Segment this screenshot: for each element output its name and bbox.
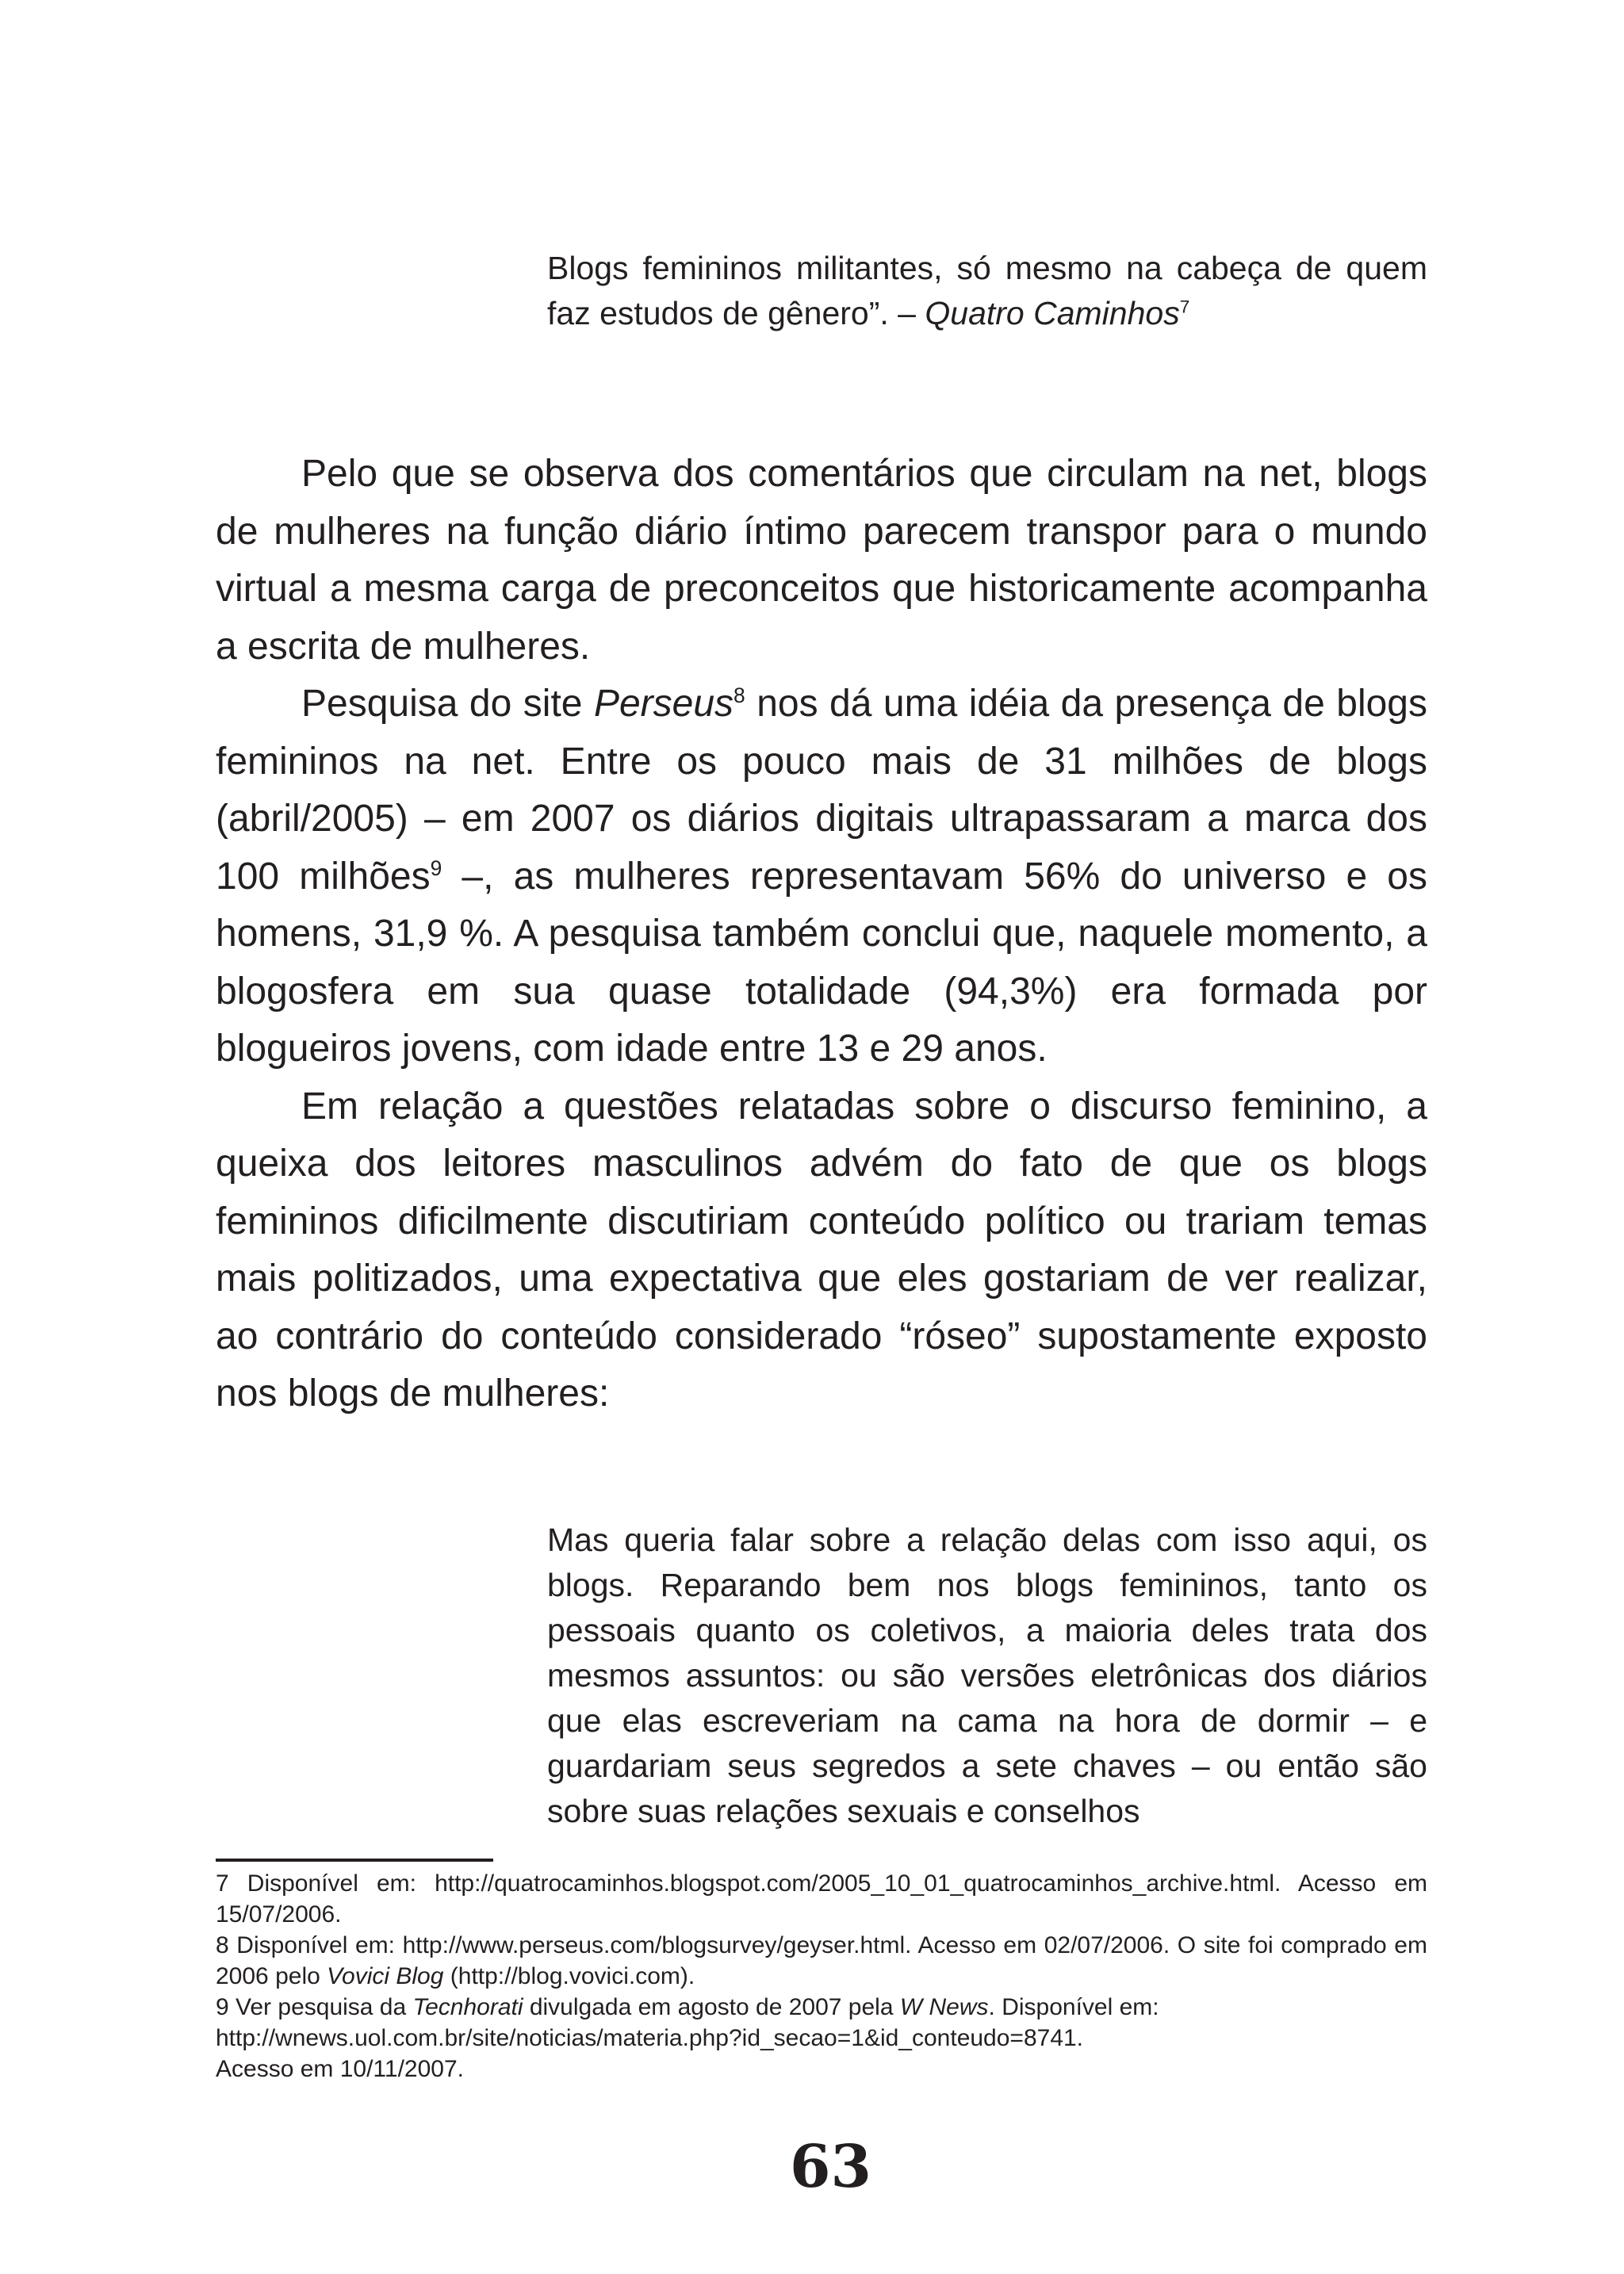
quote-source: Quatro Caminhos <box>925 295 1180 331</box>
body-paragraph-2: Pesquisa do site Perseus$^8$ nos dá uma idéia da presença de blogs femininos na net. Entre os pouco mais de 31 milhões de blogs (abril/2005) – em 2007 os diários digitais ultrapassaram a marca dos 100 milhões$^9$ –, as mulheres representavam 56% do universo e os homens, 31,9 %. A pesquisa também conclui que, naquele momento, a blogosfera em sua quase totalidade (94,3%) era formada por blogueiros jovens, com idade entre 13 e 29 anos. <box>216 683 1428 1070</box>
footnote-9-emphasis-2: W News <box>899 1994 989 2020</box>
footnotes <box>216 1868 1427 2084</box>
body-text <box>216 446 1427 1423</box>
footnote-9-url[interactable]: http://wnews.uol.com.br/site/noticias/materia.php?id_secao=1&id_conteudo=8741. <box>216 2025 1084 2051</box>
quote-paragraph: Mas queria falar sobre a relação delas com isso aqui, os blogs. Reparando bem nos blogs femininos, tanto os pessoais quanto os coletivos, a maioria deles trata dos mesmos assuntos: ou são versões eletrônicas dos diários que elas escreveriam na cama na hora de dormir – e guardariam seus segredos a sete chaves – ou então são sobre suas relações sexuais e conselhos <box>547 1522 1427 1829</box>
footnote-8: 8 Disponível em: http://www.perseus.com/blogsurvey/geyser.html. Acesso em 02/07/2006. O site foi comprado em 2006 pelo Vovici Blog (http://blog.vovici.com). <box>216 1932 1427 1989</box>
footnote-ref-8[interactable]: 8 <box>733 683 745 707</box>
body-paragraph-1: Pelo que se observa dos comentários que circulam na net, blogs de mulheres na função diário íntimo parecem transpor para o mundo virtual a mesma carga de preconceitos que historicamente acompanha a escrita de mulheres. <box>216 453 1427 668</box>
block-quote-bottom <box>547 1518 1427 1834</box>
footnote-9-emphasis-1: Tecnhorati <box>412 1994 523 2020</box>
site-name-perseus: Perseus <box>593 683 734 725</box>
footnote-9: 9 Ver pesquisa da Tecnhorati divulgada em agosto de 2007 pela W News. Disponível em: <box>216 1994 1159 2020</box>
footnote-7: 7 Disponível em: http://quatrocaminhos.blogspot.com/2005_10_01_quatrocaminhos_archive.html. Acesso em 15/07/2006. <box>216 1870 1427 1928</box>
footnote-ref-9[interactable]: 9 <box>430 856 442 880</box>
block-quote-top <box>547 246 1427 336</box>
footnote-8-emphasis: Vovici Blog <box>327 1963 444 1989</box>
quote-text: Blogs femininos militantes, só mesmo na cabeça de quem faz estudos de gênero”. – <box>547 250 1427 331</box>
body-paragraph-3: Em relação a questões relatadas sobre o discurso feminino, a queixa dos leitores masculinos advém do fato de que os blogs femininos dificilmente discutiriam conteúdo político ou trariam temas mais politizados, uma expectativa que eles gostariam de ver realizar, ao contrário do conteúdo considerado “róseo” supostamente exposto nos blogs de mulheres: <box>216 1085 1427 1415</box>
footnote-ref-7[interactable]: 7 <box>1179 297 1190 317</box>
quote-paragraph <box>547 246 1427 336</box>
footnote-separator <box>216 1859 493 1862</box>
footnote-9-access: Acesso em 10/11/2007. <box>216 2056 464 2082</box>
page-number: 63 <box>790 2133 871 2201</box>
